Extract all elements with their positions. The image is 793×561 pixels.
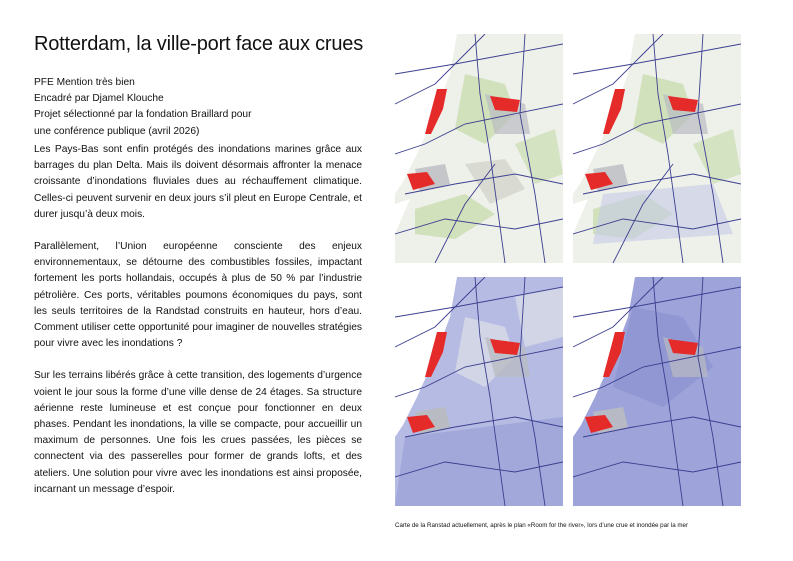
map-grid — [395, 34, 741, 506]
paragraph: Parallèlement, l’Union européenne consciente des enjeux environnementaux, se détourne des combustibles fossiles, impactant fortement les ports hollandais, occupés à plus de 50 % par l’industrie pétrolière. Ces ports, véritables poumons économiques du pays, sont les seuls territoires de la Randstad construits en hauteur, hors d’eau. Comment utiliser cette opportunité pour imaginer de nouvelles stratégies pour vivre avec les inondations ? — [34, 241, 362, 350]
map-caption: Carte de la Ranstad actuellement, après le plan «Room for the river», lors d’une crue et inondée par la mer — [395, 522, 689, 529]
map-current-drawing — [395, 34, 563, 263]
paragraph: Les Pays-Bas sont enfin protégés des inondations marines grâce aux barrages du plan Delta. Mais ils doivent désormais affronter la menace croissante d’inondations fluviales dues au réchauffement climatique. Celles-ci peuvent survenir en deux jours s’il pleut en Europe Centrale, et durer jusqu’à deux mois. — [34, 144, 362, 220]
project-meta — [34, 75, 251, 140]
map-room-for-the-river-drawing — [573, 34, 741, 263]
map-current — [395, 34, 563, 263]
meta-line: Projet sélectionné par la fondation Braillard pour — [34, 109, 252, 121]
meta-line: PFE Mention très bien — [34, 77, 135, 88]
meta-line: Encadré par Djamel Klouche — [34, 93, 164, 105]
page-title: Rotterdam, la ville-port face aux crues — [34, 33, 364, 55]
map-room-for-the-river — [573, 34, 741, 263]
map-river-flood-drawing — [395, 277, 563, 506]
map-river-flood — [395, 277, 563, 506]
map-sea-flood-drawing — [573, 277, 741, 506]
meta-line: une conférence publique (avril 2026) — [34, 125, 200, 137]
paragraph: Sur les terrains libérés grâce à cette transition, des logements d’urgence voient le jour sous la forme d’une ville dense de 24 étages. Sa structure aérienne reste lumineuse et est conçue pour fonctionner en deux phases. Pendant les inondations, la ville se compacte, pour accueillir un maximum de personnes. Une fois les crues passées, les pièces se connectent via des passerelles pour former de grands lofts, et des ateliers. Une solution pour vivre avec les inondations est ainsi proposée, incarnant un message d’espoir. — [34, 370, 362, 495]
map-sea-flood — [573, 277, 741, 506]
body-text — [34, 142, 362, 514]
